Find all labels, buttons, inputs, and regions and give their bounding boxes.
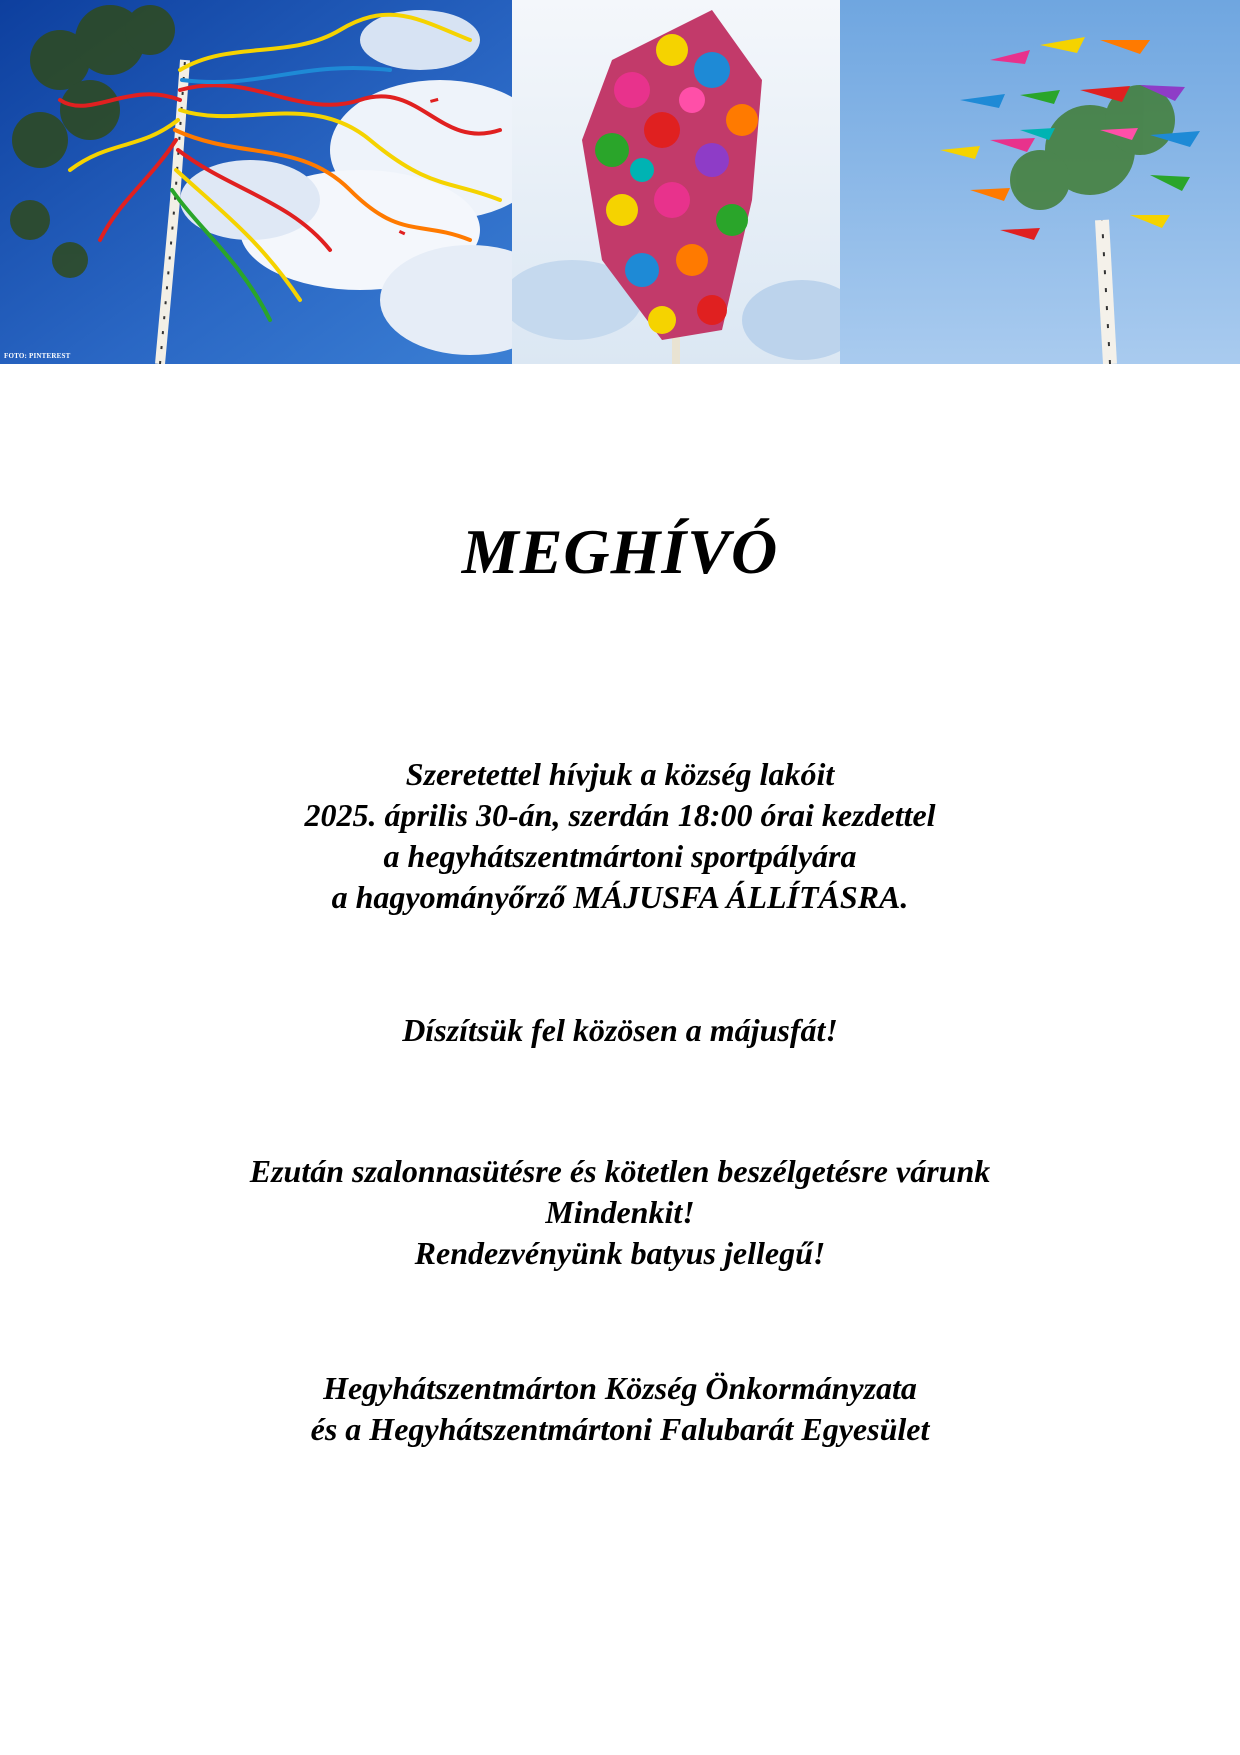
feather-maypole-photo xyxy=(840,0,1240,364)
organizer-line: Hegyhátszentmárton Község Önkormányzata xyxy=(323,1370,917,1406)
after-line: Mindenkit! xyxy=(545,1194,695,1230)
call-to-action-text: Díszítsük fel közösen a májusfát! xyxy=(402,1012,838,1048)
invite-event-line: a hagyományőrző MÁJUSFA ÁLLÍTÁSRA. xyxy=(331,879,909,915)
after-program xyxy=(0,1151,1240,1274)
invite-date-line: 2025. április 30-án, szerdán 18:00 órai kezdettel xyxy=(304,797,936,833)
organizers xyxy=(0,1368,1240,1450)
photo-credit: FOTO: PINTEREST xyxy=(4,352,71,360)
call-to-action xyxy=(0,1010,1240,1051)
invite-venue-line: a hegyhátszentmártoni sportpályára xyxy=(383,838,857,874)
after-line: Rendezvényünk batyus jellegű! xyxy=(414,1235,826,1271)
invitation-body xyxy=(0,516,1240,1450)
after-line: Ezután szalonnasütésre és kötetlen beszélgetésre várunk xyxy=(249,1153,991,1189)
invitation-details xyxy=(0,754,1240,918)
photo-banner xyxy=(0,0,1240,364)
organizer-line: és a Hegyhátszentmártoni Falubarát Egyesület xyxy=(310,1411,930,1447)
invite-line: Szeretettel hívjuk a község lakóit xyxy=(405,756,835,792)
flower-maypole-photo xyxy=(512,0,840,364)
invitation-title: MEGHÍVÓ xyxy=(461,516,779,587)
ribbon-maypole-photo xyxy=(0,0,512,364)
